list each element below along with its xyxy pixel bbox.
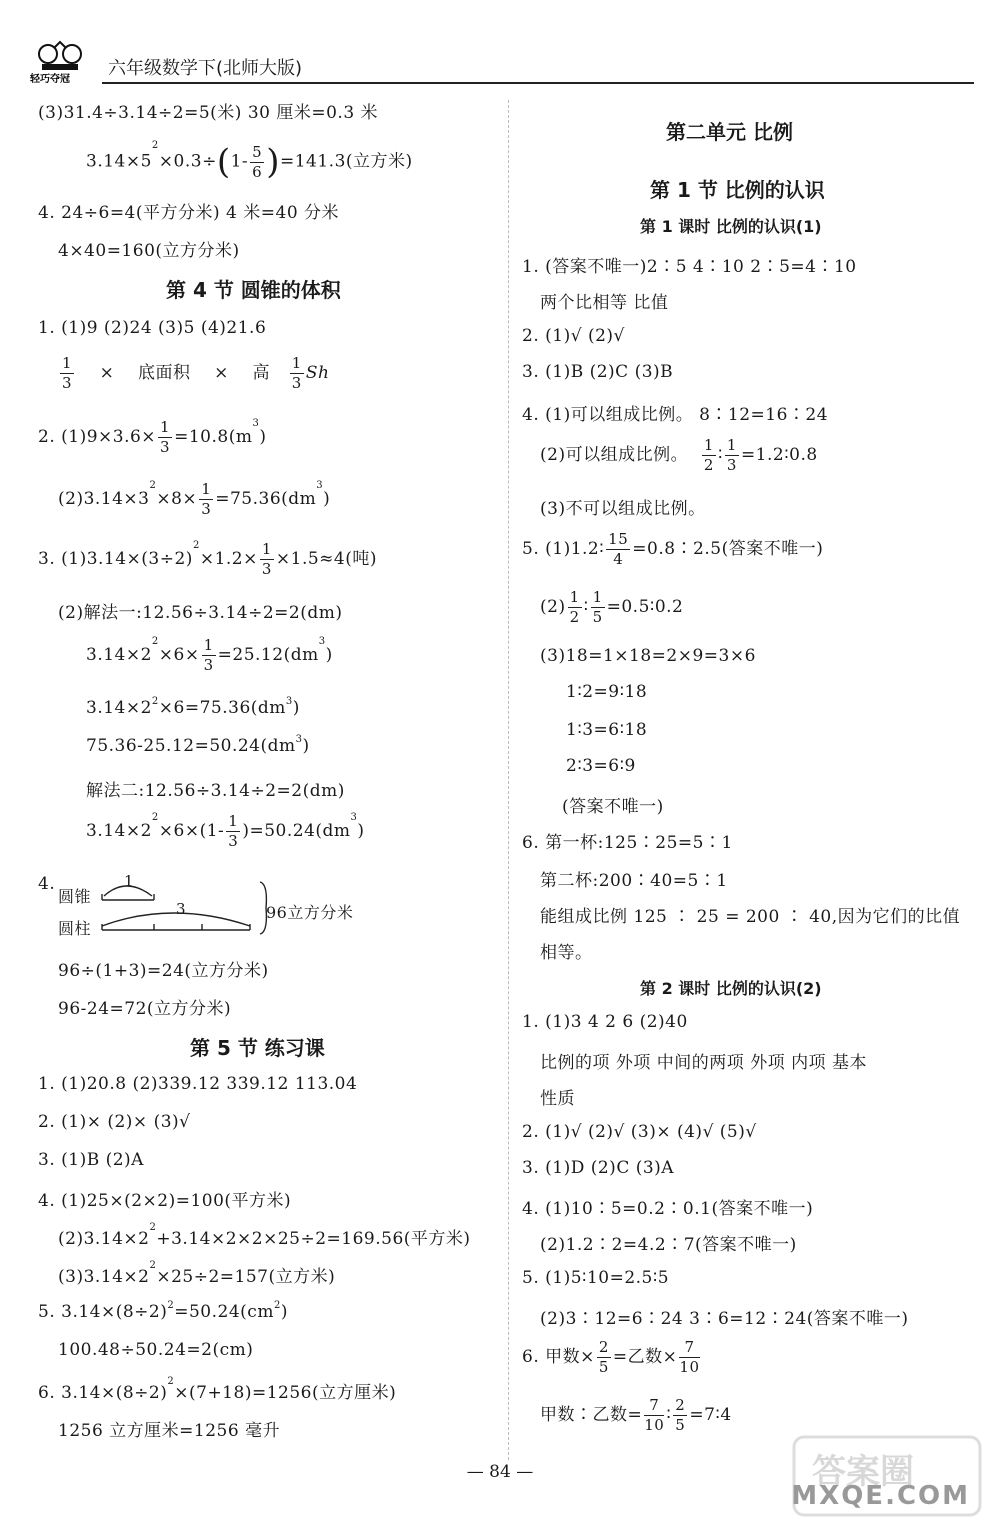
answer-line: (2)1.2∶2=4.2∶7(答案不唯一): [540, 1235, 797, 1255]
answer-line: (2)3∶12=6∶24 3∶6=12∶24(答案不唯一): [540, 1309, 909, 1329]
answer-line: (答案不唯一): [562, 797, 664, 817]
svg-text:轻巧夺冠: 轻巧夺冠: [30, 74, 70, 84]
lesson-heading: 第 1 课时 比例的认识(1): [640, 217, 822, 236]
answer-line: 1. (答案不唯一)2∶5 4∶10 2∶5=4∶10: [522, 257, 857, 277]
answer-line: 2. (1)√ (2)√: [522, 326, 625, 346]
answer-line: 1∶2=9∶18: [566, 682, 648, 702]
section-heading: 第 4 节 圆锥的体积: [166, 278, 341, 302]
brand-logo: [28, 40, 98, 84]
answer-line: 1∶3=6∶18: [566, 720, 648, 740]
unit-heading: 第二单元 比例: [666, 120, 793, 144]
answer-line: $3.14\times 5^2\times 0.3\div(1-$ $\frac{5}{6}$ )=141.3(立方米): [86, 140, 413, 182]
answer-line: $75.36-25.12=50.24(dm^3)$: [86, 734, 310, 756]
answer-line: 6. 甲数× $\frac{2}{5}$ =乙数× $\frac{7}{10}$: [522, 1338, 700, 1376]
answer-line: 1. (1)9 (2)24 (3)5 (4)21.6: [38, 318, 267, 338]
answer-line: (2)可以组成比例。 $\frac{1}{2}$ ∶ $\frac{1}{3}$ =1.2∶0.8: [540, 436, 818, 474]
answer-line: 96-24=72(立方分米): [58, 999, 232, 1019]
section-heading: 第 1 节 比例的认识: [650, 178, 825, 202]
answer-line: 第二杯:200∶40=5∶1: [540, 871, 728, 891]
answer-line: 相等。: [540, 943, 593, 963]
answer-line: 4. (1)可以组成比例。 8∶12=16∶24: [522, 405, 829, 425]
answer-line: 3. (1)B (2)C (3)B: [522, 362, 674, 382]
book-title: 六年级数学下(北师大版): [108, 58, 303, 79]
header-rule: [102, 82, 974, 84]
answer-line: $3.14\times 2^2\times 6=75.36(dm^3)$: [86, 696, 300, 718]
answer-line: (2)解法一:12.56÷3.14÷2=2(dm): [58, 603, 343, 623]
question-number: 4.: [38, 874, 56, 894]
answer-line: (3)不可以组成比例。: [540, 499, 706, 519]
answer-line: 4. (1)10∶5=0.2∶0.1(答案不唯一): [522, 1199, 814, 1219]
cone-label: 圆锥: [58, 887, 92, 906]
answer-line: 解法二:12.56÷3.14÷2=2(dm): [86, 781, 345, 801]
answer-line: 5. (1)1.2∶ $\frac{15}{4}$ =0.8∶2.5(答案不唯一): [522, 530, 824, 568]
answer-line: $(2)3.14\times 2^2+3.14\times 2\times 2\times 25\div 2=169.56$(平方米): [58, 1222, 471, 1249]
section-heading: 第 5 节 练习课: [190, 1036, 325, 1060]
answer-line: (2) $\frac{1}{2}$ ∶ $\frac{1}{5}$ =0.5∶0.2: [540, 588, 684, 626]
cone-part-label: 1: [124, 872, 135, 890]
answer-line: 1256 立方厘米=1256 毫升: [58, 1421, 281, 1441]
answer-line: $3.14\times 2^2\times 6\times$ $\frac{1}{3}$ $=25.12(dm^3)$: [86, 636, 333, 674]
answer-line: $(3)3.14\times 2^2\times 25\div 2=157$(立方米): [58, 1260, 336, 1287]
cylinder-part-label: 3: [176, 900, 187, 918]
answer-line: 两个比相等 比值: [540, 293, 669, 313]
answer-line: 3. (1)B (2)A: [38, 1150, 144, 1170]
watermark-text: MXQE.COM: [791, 1481, 970, 1511]
answer-line: $(2)3.14\times 3^2\times 8\times$ $\frac{1}{3}$ $=75.36(dm^3)$: [58, 480, 331, 518]
answer-line: 能组成比例 125 ∶ 25 = 200 ∶ 40,因为它们的比值: [540, 907, 961, 927]
answer-line: 2. (1)√ (2)√ (3)× (4)√ (5)√: [522, 1122, 757, 1142]
answer-line: 6. 第一杯:125∶25=5∶1: [522, 833, 733, 853]
answer-line: $3.14\times 2^2\times 6\times(1-$ $\frac{1}{3}$ )$=50.24(dm^3)$: [86, 812, 365, 850]
answer-line: 100.48÷50.24=2(cm): [58, 1340, 254, 1360]
column-divider: [508, 100, 509, 1460]
answer-line: (3)31.4÷3.14÷2=5(米) 30 厘米=0.3 米: [38, 103, 379, 123]
answer-line: 3. (1)D (2)C (3)A: [522, 1158, 675, 1178]
answer-line: 比例的项 外项 中间的两项 外项 内项 基本: [540, 1053, 868, 1073]
lesson-heading: 第 2 课时 比例的认识(2): [640, 979, 822, 998]
answer-line: 5. (1)5∶10=2.5∶5: [522, 1268, 670, 1288]
answer-line: $\frac{1}{3}$ × 底面积 × 高 $\frac{1}{3}$ Sh: [62, 354, 330, 392]
answer-line: 1. (1)3 4 2 6 (2)40: [522, 1012, 688, 1032]
answer-line: (3)18=1×18=2×9=3×6: [540, 646, 756, 666]
page-header: [28, 40, 974, 84]
answer-line: 4. (1)25×(2×2)=100(平方米): [38, 1191, 292, 1211]
answer-line: 2∶3=6∶9: [566, 756, 636, 776]
answer-line: 2. (1)9×3.6× $\frac{1}{3}$ $=10.8(m^3)$: [38, 418, 267, 456]
answer-line: 2. (1)× (2)× (3)√: [38, 1112, 191, 1132]
answer-line: 1. (1)20.8 (2)339.12 339.12 113.04: [38, 1074, 358, 1094]
answer-line: 96÷(1+3)=24(立方分米): [58, 961, 269, 981]
answer-line: 5. $3.14\times(8\div 2)^2=50.24(cm^2)$: [38, 1300, 288, 1322]
answer-line: 性质: [540, 1089, 575, 1109]
answer-line: 4. 24÷6=4(平方分米) 4 米=40 分米: [38, 203, 340, 223]
svg-text:答案圈: 答案圈: [812, 1452, 914, 1492]
total-label: 96立方分米: [266, 903, 354, 922]
page-number: — 84 —: [466, 1462, 534, 1482]
answer-line: 6. $3.14\times(8\div 2)^2\times(7+18)=1256$(立方厘米): [38, 1376, 397, 1403]
answer-line: 4×40=160(立方分米): [58, 241, 240, 261]
cylinder-label: 圆柱: [58, 919, 92, 938]
answer-line: 3. $(1)3.14\times(3\div 2)^2\times 1.2\times$ $\frac{1}{3}$ ×1.5≈4(吨): [38, 540, 378, 578]
answer-line: 甲数∶乙数= $\frac{7}{10}$ ∶ $\frac{2}{5}$ =7∶4: [540, 1396, 732, 1434]
